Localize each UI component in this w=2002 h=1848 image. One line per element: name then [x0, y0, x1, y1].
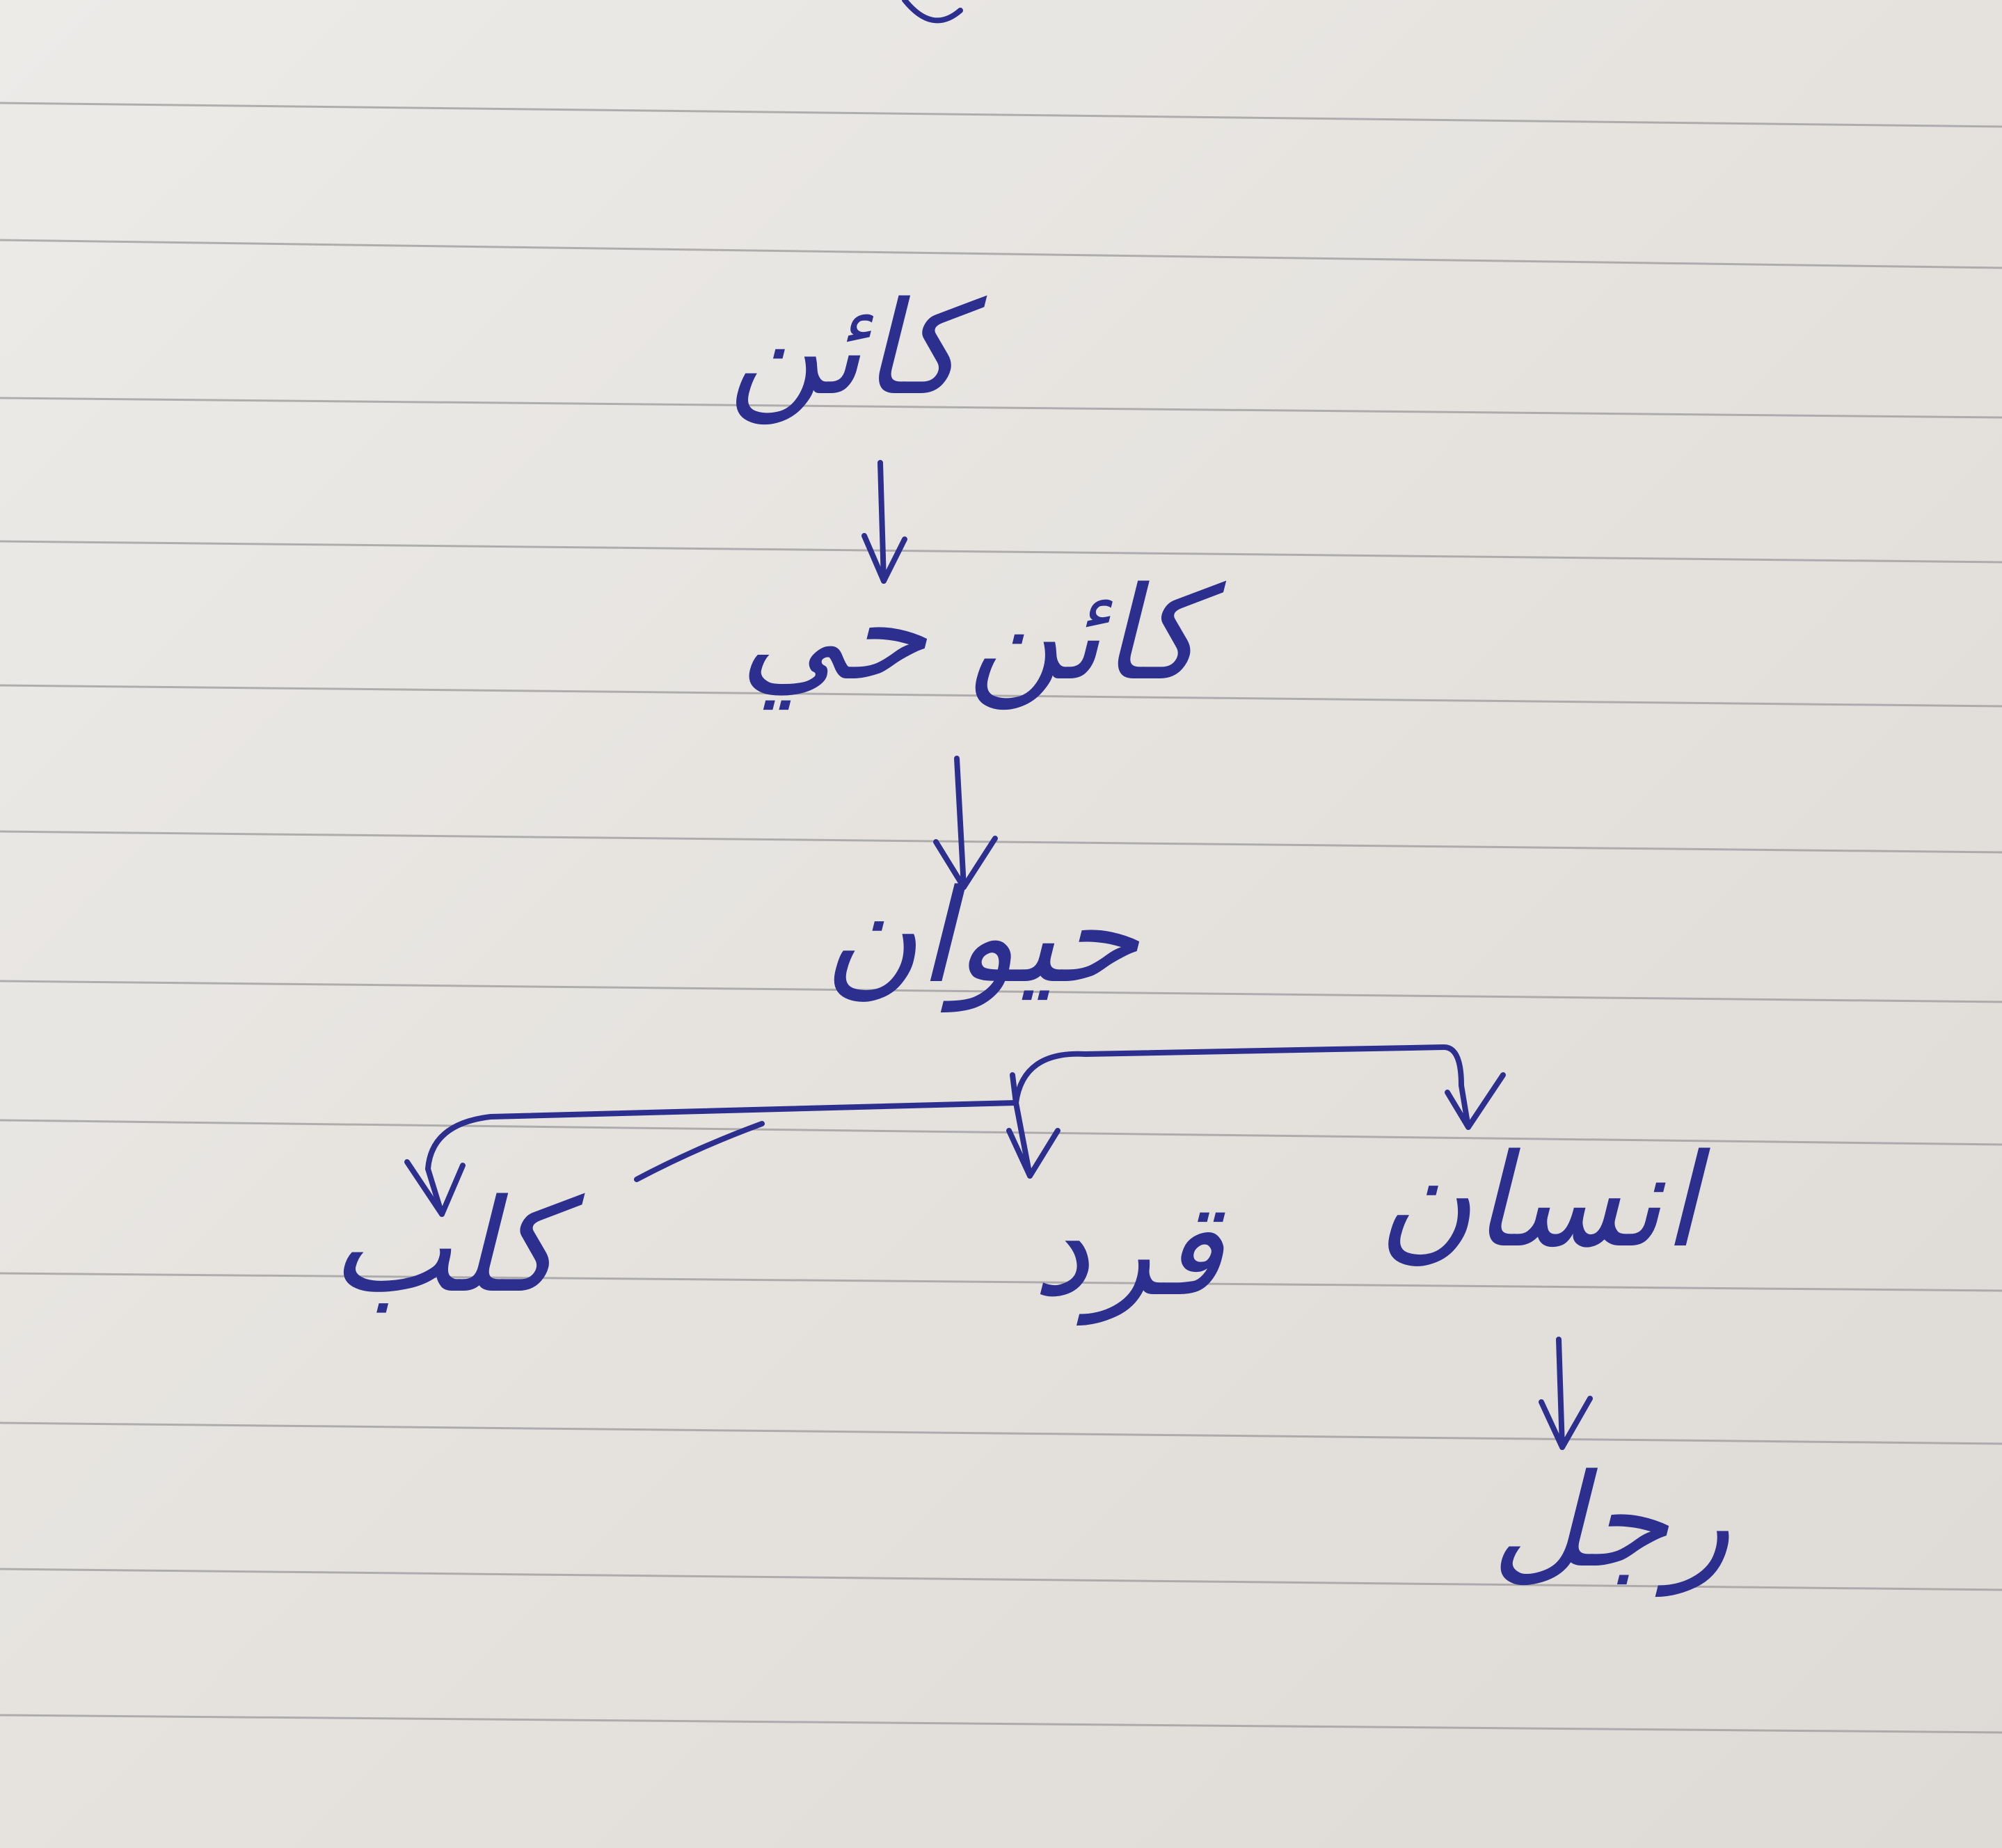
node-hayawan: حيوان — [823, 861, 1139, 1012]
edge-insan-to-rajul — [1541, 1339, 1590, 1447]
stray-pen-mark — [905, 0, 960, 20]
arrow-to-insan — [1447, 1075, 1503, 1127]
arrow-to-qird — [1009, 1103, 1058, 1176]
edge-hayawan-branches — [428, 1047, 1461, 1179]
node-insan: انسان — [1377, 1126, 1699, 1276]
node-kalb: كلب — [330, 1171, 561, 1321]
node-kaaen: كائن — [728, 273, 963, 424]
node-rajul: رجل — [1491, 1446, 1731, 1596]
node-qird: قرد — [1032, 1174, 1223, 1325]
node-kaaen-hay: كائن حي — [739, 559, 1202, 709]
